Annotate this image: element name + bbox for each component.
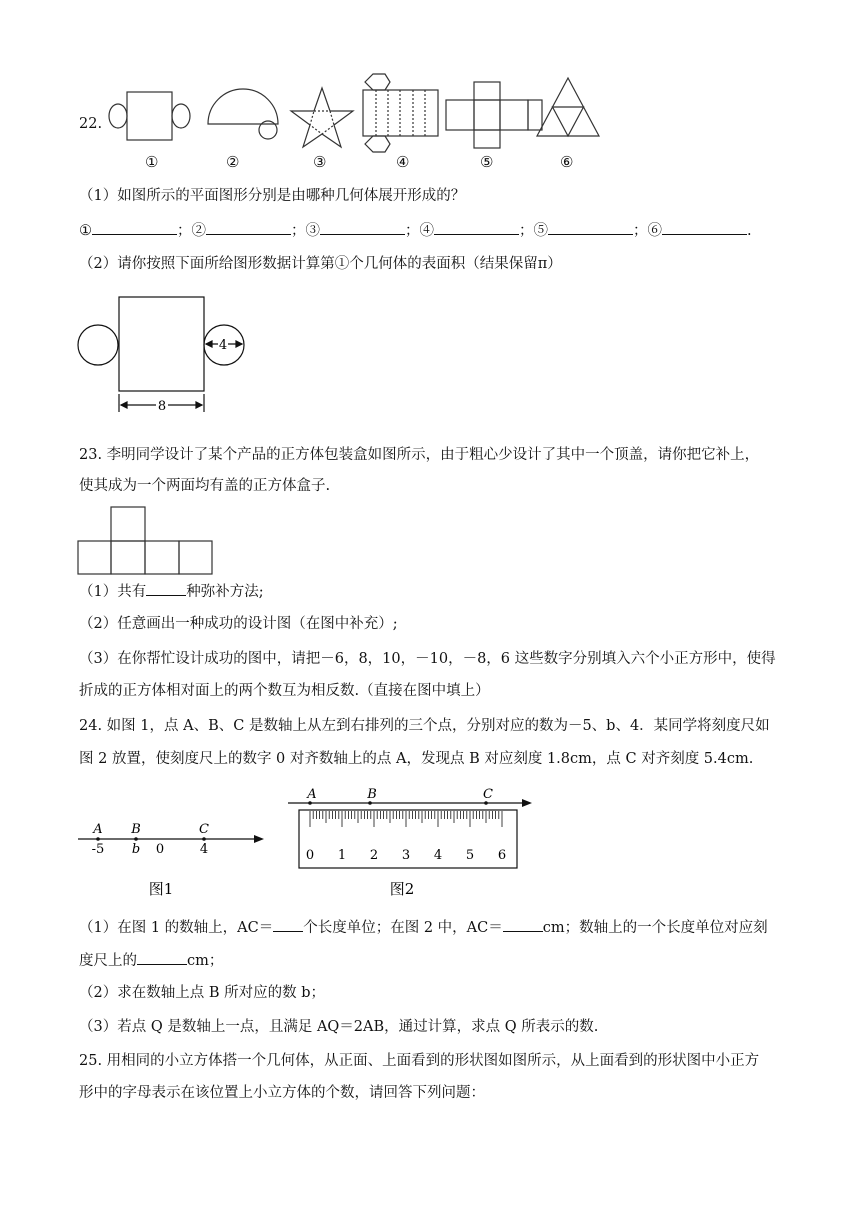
number-line-fig1 bbox=[78, 822, 264, 898]
answer-label-6: ；⑥ bbox=[633, 223, 662, 239]
q22-part1: （1）如图所示的平面图形分别是由哪种几何体展开形成的？ bbox=[79, 188, 466, 204]
figure-label-1: ① bbox=[145, 153, 159, 171]
q24-p1-c: cm；数轴上的一个长度单位对应刻 bbox=[542, 920, 768, 936]
ruler-num-2: 2 bbox=[369, 848, 379, 863]
question-22-number: 22. bbox=[79, 116, 103, 132]
q23-line2: 使其成为一个两面均有盖的正方体盒子. bbox=[79, 478, 331, 494]
fig1-caption: 图1 bbox=[148, 880, 174, 898]
ruler-num-4: 4 bbox=[433, 848, 443, 863]
net-cone bbox=[208, 89, 278, 139]
answer-end: . bbox=[747, 223, 752, 239]
fig1-point-A: A bbox=[93, 822, 103, 837]
q23-box-net-figure bbox=[76, 505, 216, 575]
net-cylinder bbox=[109, 92, 190, 140]
q23-part3-line2: 折成的正方体相对面上的两个数互为相反数.（直接在图中填上） bbox=[79, 683, 490, 699]
answer-blank-2[interactable] bbox=[206, 220, 291, 235]
q24-blank-2[interactable] bbox=[503, 917, 543, 932]
q24-p1-b: 个长度单位；在图 2 中，AC＝ bbox=[303, 920, 503, 936]
fig2-caption: 图2 bbox=[389, 880, 415, 898]
net-rect-prism bbox=[446, 82, 542, 148]
fig1-value-0: 0 bbox=[155, 842, 165, 857]
q23-p1-suffix: 种弥补方法; bbox=[186, 584, 264, 600]
q23-p1-prefix: （1）共有 bbox=[79, 584, 147, 600]
ruler-fig2 bbox=[288, 787, 532, 898]
figure-label-6: ⑥ bbox=[560, 153, 574, 171]
answer-label-5: ；⑤ bbox=[519, 223, 548, 239]
fig1-value-a: -5 bbox=[91, 842, 105, 857]
fig2-point-C: C bbox=[483, 787, 493, 802]
ruler-num-3: 3 bbox=[401, 848, 411, 863]
figure-label-3: ③ bbox=[313, 153, 327, 171]
ruler-num-1: 1 bbox=[337, 848, 347, 863]
fig1-point-B: B bbox=[131, 822, 141, 837]
q22-part2: （2）请你按照下面所给图形数据计算第①个几何体的表面积（结果保留π） bbox=[79, 256, 562, 272]
q24-p1-e: cm； bbox=[187, 953, 224, 969]
dim-width-label: 8 bbox=[157, 399, 167, 414]
answer-blank-1[interactable] bbox=[92, 220, 177, 235]
q24-p1-d: 度尺上的 bbox=[79, 953, 137, 969]
answer-blank-5[interactable] bbox=[548, 220, 633, 235]
q22-net-figures bbox=[100, 68, 620, 178]
figure-label-2: ② bbox=[226, 153, 240, 171]
q23-part2: （2）任意画出一种成功的设计图（在图中补充）; bbox=[79, 616, 398, 632]
q24-figures bbox=[76, 782, 546, 902]
q24-line2: 图 2 放置，使刻度尺上的数字 0 对齐数轴上的点 A，发现点 B 对应刻度 1.8cm，点 C 对齐刻度 5.4cm. bbox=[79, 751, 754, 767]
figure-label-5: ⑤ bbox=[480, 153, 494, 171]
fig2-point-A: A bbox=[307, 787, 317, 802]
q24-part3: （3）若点 Q 是数轴上一点，且满足 AQ＝2AB，通过计算，求点 Q 所表示的数. bbox=[79, 1019, 599, 1035]
q25-line1: 25. 用相同的小立方体搭一个几何体，从正面、上面看到的形状图如图所示，从上面看到的形状图中小正方 bbox=[79, 1053, 760, 1069]
answer-label-4: ；④ bbox=[405, 223, 434, 239]
q24-part2: （2）求在数轴上点 B 所对应的数 b； bbox=[79, 985, 325, 1001]
fig2-point-B: B bbox=[367, 787, 377, 802]
fig1-point-C: C bbox=[199, 822, 209, 837]
figure-label-4: ④ bbox=[396, 153, 410, 171]
q24-p1-a: （1）在图 1 的数轴上，AC＝ bbox=[79, 920, 274, 936]
q23-line1: 23. 李明同学设计了某个产品的正方体包装盒如图所示，由于粗心少设计了其中一个顶盖，请你把它补上， bbox=[79, 447, 760, 463]
q24-part1-line1 bbox=[79, 917, 768, 938]
q24-line1: 24. 如图 1，点 A、B、C 是数轴上从左到右排列的三个点，分别对应的数为－5、b、4．某同学将刻度尺如 bbox=[79, 718, 770, 734]
q24-part1-line2 bbox=[79, 950, 223, 971]
ruler-num-0: 0 bbox=[305, 848, 315, 863]
q22-cylinder-dimension-figure bbox=[76, 292, 256, 422]
q24-blank-1[interactable] bbox=[273, 917, 303, 932]
q23-part3-line1: （3）在你帮忙设计成功的图中，请把－6，8，10，－10，－8，6 这些数字分别填入六个小正方形中，使得 bbox=[79, 651, 776, 667]
answer-blank-4[interactable] bbox=[434, 220, 519, 235]
answer-label-2: ；② bbox=[177, 223, 206, 239]
q24-blank-3[interactable] bbox=[137, 950, 187, 965]
fig1-value-c: 4 bbox=[199, 842, 209, 857]
answer-label-3: ；③ bbox=[291, 223, 320, 239]
net-pyramid-star bbox=[291, 88, 353, 147]
dim-diameter-label: 4 bbox=[218, 338, 228, 353]
answer-blank-6[interactable] bbox=[662, 220, 747, 235]
ruler-num-6: 6 bbox=[497, 848, 507, 863]
q23-blank[interactable] bbox=[146, 581, 186, 596]
q25-line2: 形中的字母表示在该位置上小立方体的个数，请回答下列问题： bbox=[79, 1085, 485, 1101]
answer-label-1: ① bbox=[79, 223, 92, 239]
net-hex-prism bbox=[363, 74, 438, 152]
q22-answer-line bbox=[79, 220, 752, 241]
ruler-num-5: 5 bbox=[465, 848, 475, 863]
answer-blank-3[interactable] bbox=[320, 220, 405, 235]
q23-part1 bbox=[79, 581, 264, 602]
net-tetrahedron bbox=[537, 78, 599, 136]
fig1-value-b: b bbox=[131, 842, 141, 857]
